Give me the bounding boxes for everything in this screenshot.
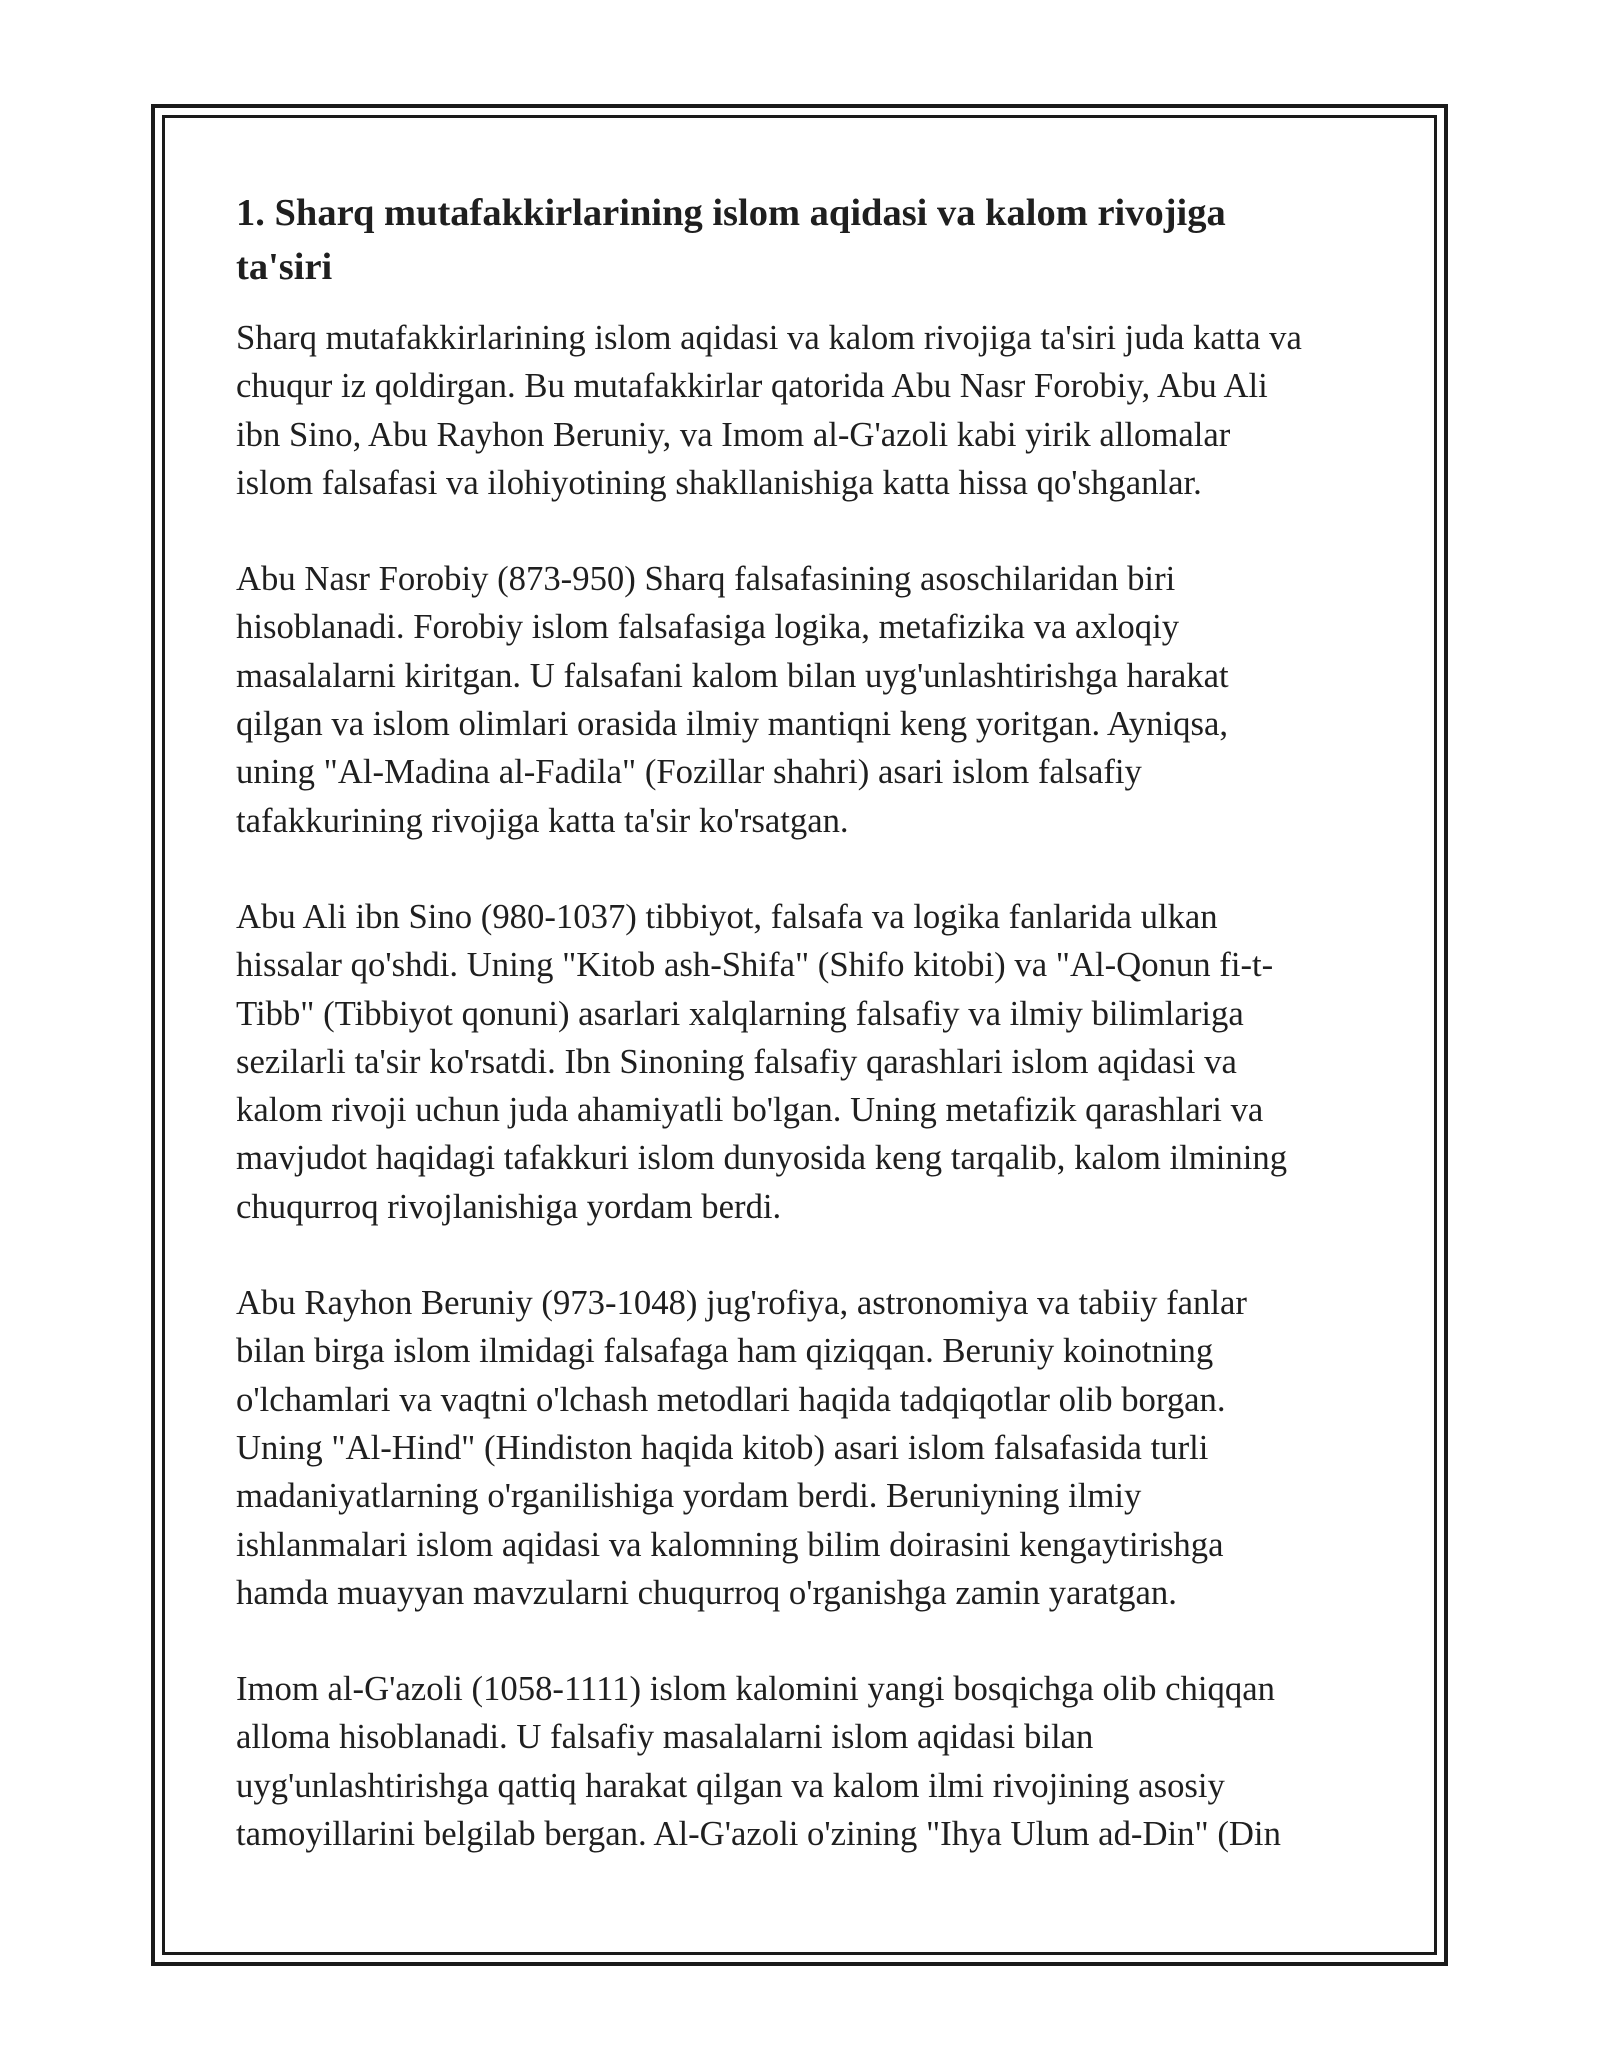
paragraph-forobiy [236, 555, 1386, 845]
text-line: ishlanmalari islom aqidasi va kalomning bilim doirasini kengaytirishga [236, 1524, 1224, 1564]
text-line: Tibb" (Tibbiyot qonuni) asarlari xalqlarning falsafiy va ilmiy bilimlariga [236, 993, 1244, 1033]
heading-line: ta'siri [236, 246, 333, 288]
heading-line: 1. Sharq mutafakkirlarining islom aqidasi va kalom rivojiga [236, 192, 1226, 234]
text-line: ibn Sino, Abu Rayhon Beruniy, va Imom al-G'azoli kabi yirik allomalar [236, 414, 1231, 454]
text-line: Imom al-G'azoli (1058-1111) islom kalomini yangi bosqichga olib chiqqan [236, 1669, 1275, 1709]
text-line: Abu Ali ibn Sino (980-1037) tibbiyot, falsafa va logika fanlarida ulkan [236, 896, 1218, 936]
text-line: chuqurroq rivojlanishiga yordam berdi. [236, 1186, 782, 1226]
paragraph-ibn-sino [236, 893, 1386, 1231]
text-line: sezilarli ta'sir ko'rsatdi. Ibn Sinoning falsafiy qarashlari islom aqidasi va [236, 1041, 1237, 1081]
text-line: masalalarni kiritgan. U falsafani kalom bilan uyg'unlashtirishga harakat [236, 655, 1229, 695]
text-line: hisoblanadi. Forobiy islom falsafasiga logika, metafizika va axloqiy [236, 607, 1180, 647]
text-line: uyg'unlashtirishga qattiq harakat qilgan va kalom ilmi rivojining asosiy [236, 1765, 1225, 1805]
section-heading [236, 186, 1386, 294]
text-line: islom falsafasi va ilohiyotining shakllanishiga katta hissa qo'shganlar. [236, 462, 1202, 502]
text-line: Abu Rayhon Beruniy (973-1048) jug'rofiya, astronomiya va tabiiy fanlar [236, 1283, 1247, 1323]
text-line: qilgan va islom olimlari orasida ilmiy mantiqni keng yoritgan. Ayniqsa, [236, 704, 1229, 744]
text-line: uning "Al-Madina al-Fadila" (Fozillar shahri) asari islom falsafiy [236, 752, 1142, 792]
text-line: hamda muayyan mavzularni chuqurroq o'rganishga zamin yaratgan. [236, 1572, 1177, 1612]
text-line: alloma hisoblanadi. U falsafiy masalalarni islom aqidasi bilan [236, 1717, 1094, 1757]
text-line: mavjudot haqidagi tafakkuri islom dunyosida keng tarqalib, kalom ilmining [236, 1138, 1288, 1178]
paragraph-beruniy [236, 1279, 1386, 1617]
text-line: chuqur iz qoldirgan. Bu mutafakkirlar qatorida Abu Nasr Forobiy, Abu Ali [236, 366, 1268, 406]
text-line: tamoyillarini belgilab bergan. Al-G'azoli o'zining "Ihya Ulum ad-Din" (Din [236, 1814, 1281, 1854]
text-line: Sharq mutafakkirlarining islom aqidasi va kalom rivojiga ta'siri juda katta va [236, 318, 1302, 357]
text-line: Abu Nasr Forobiy (873-950) Sharq falsafasining asoschilaridan biri [236, 559, 1176, 599]
paragraph-intro [236, 314, 1386, 507]
document-content [236, 186, 1386, 1906]
text-line: bilan birga islom ilmidagi falsafaga ham qiziqqan. Beruniy koinotning [236, 1331, 1214, 1371]
text-line: madaniyatlarning o'rganilishiga yordam berdi. Beruniyning ilmiy [236, 1476, 1142, 1516]
text-line: Uning "Al-Hind" (Hindiston haqida kitob) asari islom falsafasida turli [236, 1427, 1209, 1467]
text-line: o'lchamlari va vaqtni o'lchash metodlari haqida tadqiqotlar olib borgan. [236, 1379, 1226, 1419]
paragraph-gazoli [236, 1665, 1386, 1858]
text-line: tafakkurining rivojiga katta ta'sir ko'rsatgan. [236, 800, 849, 840]
text-line: hissalar qo'shdi. Uning "Kitob ash-Shifa" (Shifo kitobi) va "Al-Qonun fi-t- [236, 945, 1274, 985]
text-line: kalom rivoji uchun juda ahamiyatli bo'lgan. Uning metafizik qarashlari va [236, 1090, 1264, 1130]
